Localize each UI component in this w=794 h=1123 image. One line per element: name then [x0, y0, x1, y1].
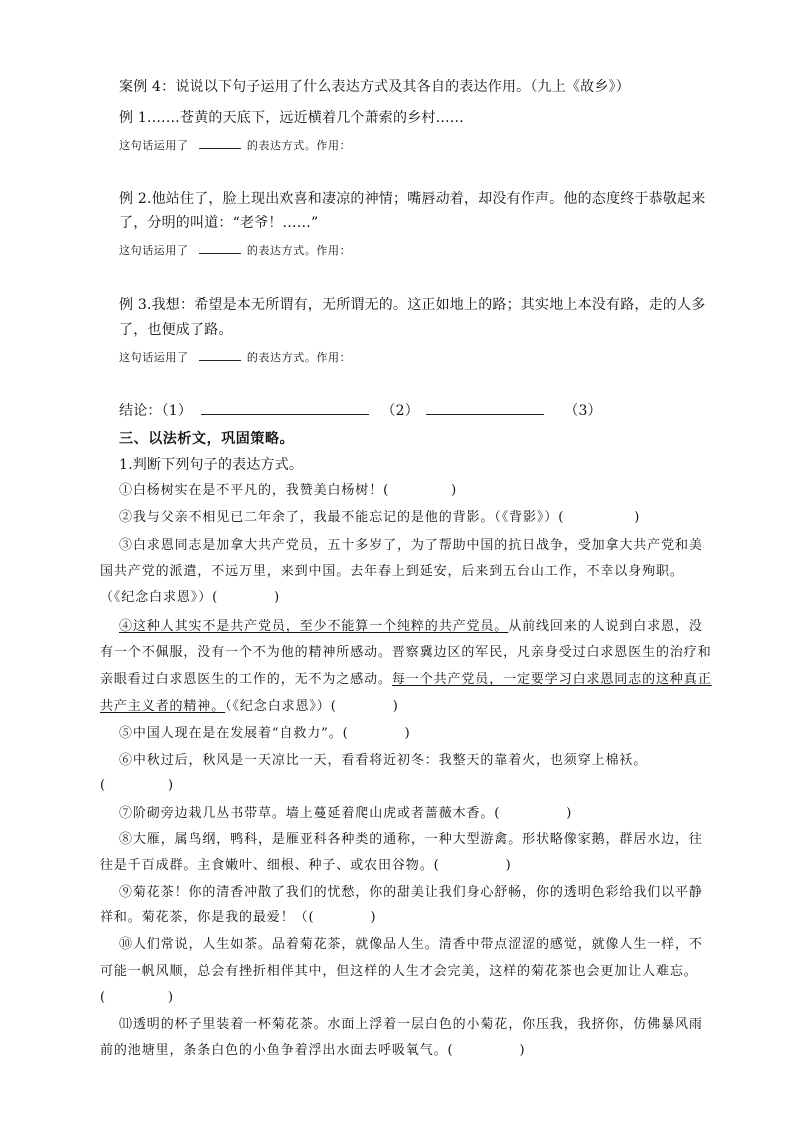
- example-3-line-2: 了，也便成了路。: [119, 322, 233, 338]
- item-10-line-3: [100, 991, 174, 1004]
- item-3-source: （《纪念白求恩》）(: [100, 590, 219, 605]
- item-7: [119, 807, 572, 820]
- section-3-heading: 三、以法析文，巩固策略。: [119, 431, 295, 447]
- prompt-text: 这句话运用了: [119, 351, 189, 364]
- underlined-sentence: 每一个共产党员，一定要学习白求恩同志的这种真正: [391, 672, 712, 687]
- close-paren: ): [274, 590, 281, 605]
- item-11-line-1: ⑾透明的杯子里装着一杯菊花茶。水面上浮着一层白色的小菊花，你压我，我挤你，仿佛暴风雨: [119, 1017, 703, 1032]
- item-9-line-2: [100, 911, 376, 924]
- open-paren: (: [100, 778, 106, 793]
- close-paren: ): [167, 990, 174, 1005]
- conclusion-blank-2[interactable]: [426, 413, 544, 415]
- answer-blank[interactable]: [199, 359, 241, 361]
- close-paren: ): [392, 699, 399, 714]
- conclusion-row: [119, 404, 602, 418]
- item-8-line-2: [100, 859, 512, 872]
- item-5-text: ⑤中国人现在是在发展着“自救力”。(: [119, 726, 349, 741]
- item-4-line-4: [100, 700, 399, 713]
- prompt-text: 这句话运用了: [119, 139, 189, 152]
- item-5: [119, 727, 411, 740]
- prompt-text: 的表达方式。作用：: [246, 244, 352, 257]
- prompt-text: 的表达方式。作用：: [246, 351, 352, 364]
- item-11-line-2: [100, 1044, 525, 1057]
- item-4-line-2: 有一个不佩服，没有一个不为他的精神所感动。晋察冀边区的军民，凡亲身受过白求恩医生的治疗和: [100, 645, 712, 660]
- example-2-line-2: 了，分明的叫道：“老爷！……”: [119, 215, 319, 231]
- conclusion-blank-1[interactable]: [201, 413, 369, 415]
- item-11-text: 前的池塘里，条条白色的小鱼争着浮出水面去呼吸氧气。(: [100, 1043, 454, 1058]
- answer-prompt-2: [119, 245, 351, 256]
- close-paren: ): [505, 858, 512, 873]
- underlined-sentence: 共产主义者的精神。: [100, 699, 226, 714]
- case4-title: 案例 4：说说以下句子运用了什么表达方式及其各自的表达作用。（九上《故乡》）: [119, 79, 630, 95]
- open-paren: (: [100, 990, 106, 1005]
- item-3-line-2: 国共产党的派遣，不远万里，来到中国。去年春上到延安，后来到五台山工作，不幸以身殉职。: [100, 564, 684, 579]
- item-7-text: ⑦阶砌旁边栽几丛书带草。墙上蔓延着爬山虎或者蔷薇木香。(: [119, 806, 501, 821]
- item-1: [119, 484, 457, 497]
- prompt-text: 这句话运用了: [119, 244, 189, 257]
- prompt-text: 的表达方式。作用：: [246, 139, 352, 152]
- item-4-line-3: [100, 673, 712, 686]
- answer-blank[interactable]: [199, 147, 241, 149]
- item-4-text: 从前线回来的人说到白求恩，没: [508, 619, 703, 634]
- item-8-text: 往是千百成群。主食嫩叶、细根、种子、或农田谷物。(: [100, 858, 440, 873]
- item-2-text: ②我与父亲不相见已二年余了，我最不能忘记的是他的背影。（《背影》）(: [119, 510, 565, 525]
- item-8-line-1: ⑧大雁，属鸟纲，鸭科，是雁亚科各种类的通称，一种大型游禽。形状略像家鹅，群居水边，往: [119, 832, 703, 847]
- answer-prompt-3: [119, 352, 351, 363]
- item-9-text: 祥和。菊花茶，你是我的最爱！（(: [100, 910, 315, 925]
- item-6-line-2: [100, 779, 174, 792]
- item-10-line-2: 可能一帆风顺，总会有挫折相伴其中，但这样的人生才会完美，这样的菊花茶也会更加让人难忘。: [100, 964, 698, 979]
- item-1-text: ①白杨树实在是不平凡的，我赞美白杨树！(: [119, 483, 390, 498]
- item-4-text: 亲眼看过白求恩医生的工作的，无不为之感动。: [100, 672, 392, 687]
- item-6-line-1: ⑥中秋过后，秋风是一天凉比一天，看看将近初冬：我整天的靠着火，也须穿上棉袄。: [119, 753, 648, 768]
- item-3-line-1: ③白求恩同志是加拿大共产党员，五十多岁了，为了帮助中国的抗日战争，受加拿大共产党和美: [119, 538, 703, 553]
- example-2-line-1: 例 2.他站住了，脸上现出欢喜和凄凉的神情；嘴唇动着，却没有作声。他的态度终于恭敬起来: [119, 191, 706, 207]
- underlined-sentence: ④这种人其实不是共产党员，至少不能算一个纯粹的共产党员。: [119, 619, 509, 634]
- item-2: [119, 511, 640, 524]
- answer-prompt-1: [119, 140, 351, 151]
- close-paren: ): [370, 910, 377, 925]
- item-9-line-1: ⑨菊花茶！你的清香冲散了我们的忧愁，你的甜美让我们身心舒畅，你的透明色彩给我们以平静: [119, 885, 703, 900]
- example-3-line-1: 例 3.我想：希望是本无所谓有，无所谓无的。这正如地上的路；其实地上本没有路，走的人多: [119, 297, 706, 313]
- close-paren: ): [451, 483, 458, 498]
- question-1: 1.判断下列句子的表达方式。: [119, 457, 304, 473]
- conclusion-label: 结论：（1）: [119, 403, 193, 419]
- close-paren: ): [167, 778, 174, 793]
- item-4-source: （《纪念白求恩》）(: [225, 699, 337, 714]
- item-4-line-1: [119, 620, 703, 633]
- conclusion-p2: （2）: [381, 403, 419, 419]
- close-paren: ): [404, 726, 411, 741]
- item-10-line-1: ⑩人们常说，人生如茶。品着菊花茶，就像品人生。清香中带点涩涩的感觉，就像人生一样，不: [119, 937, 703, 952]
- conclusion-p3: （3）: [564, 403, 602, 419]
- answer-blank[interactable]: [199, 252, 241, 254]
- close-paren: ): [634, 510, 641, 525]
- item-3-line-3: [100, 591, 280, 604]
- close-paren: ): [566, 806, 573, 821]
- example-1: 例 1.……苍黄的天底下，远近横着几个萧索的乡村……: [119, 110, 465, 126]
- close-paren: ): [519, 1043, 526, 1058]
